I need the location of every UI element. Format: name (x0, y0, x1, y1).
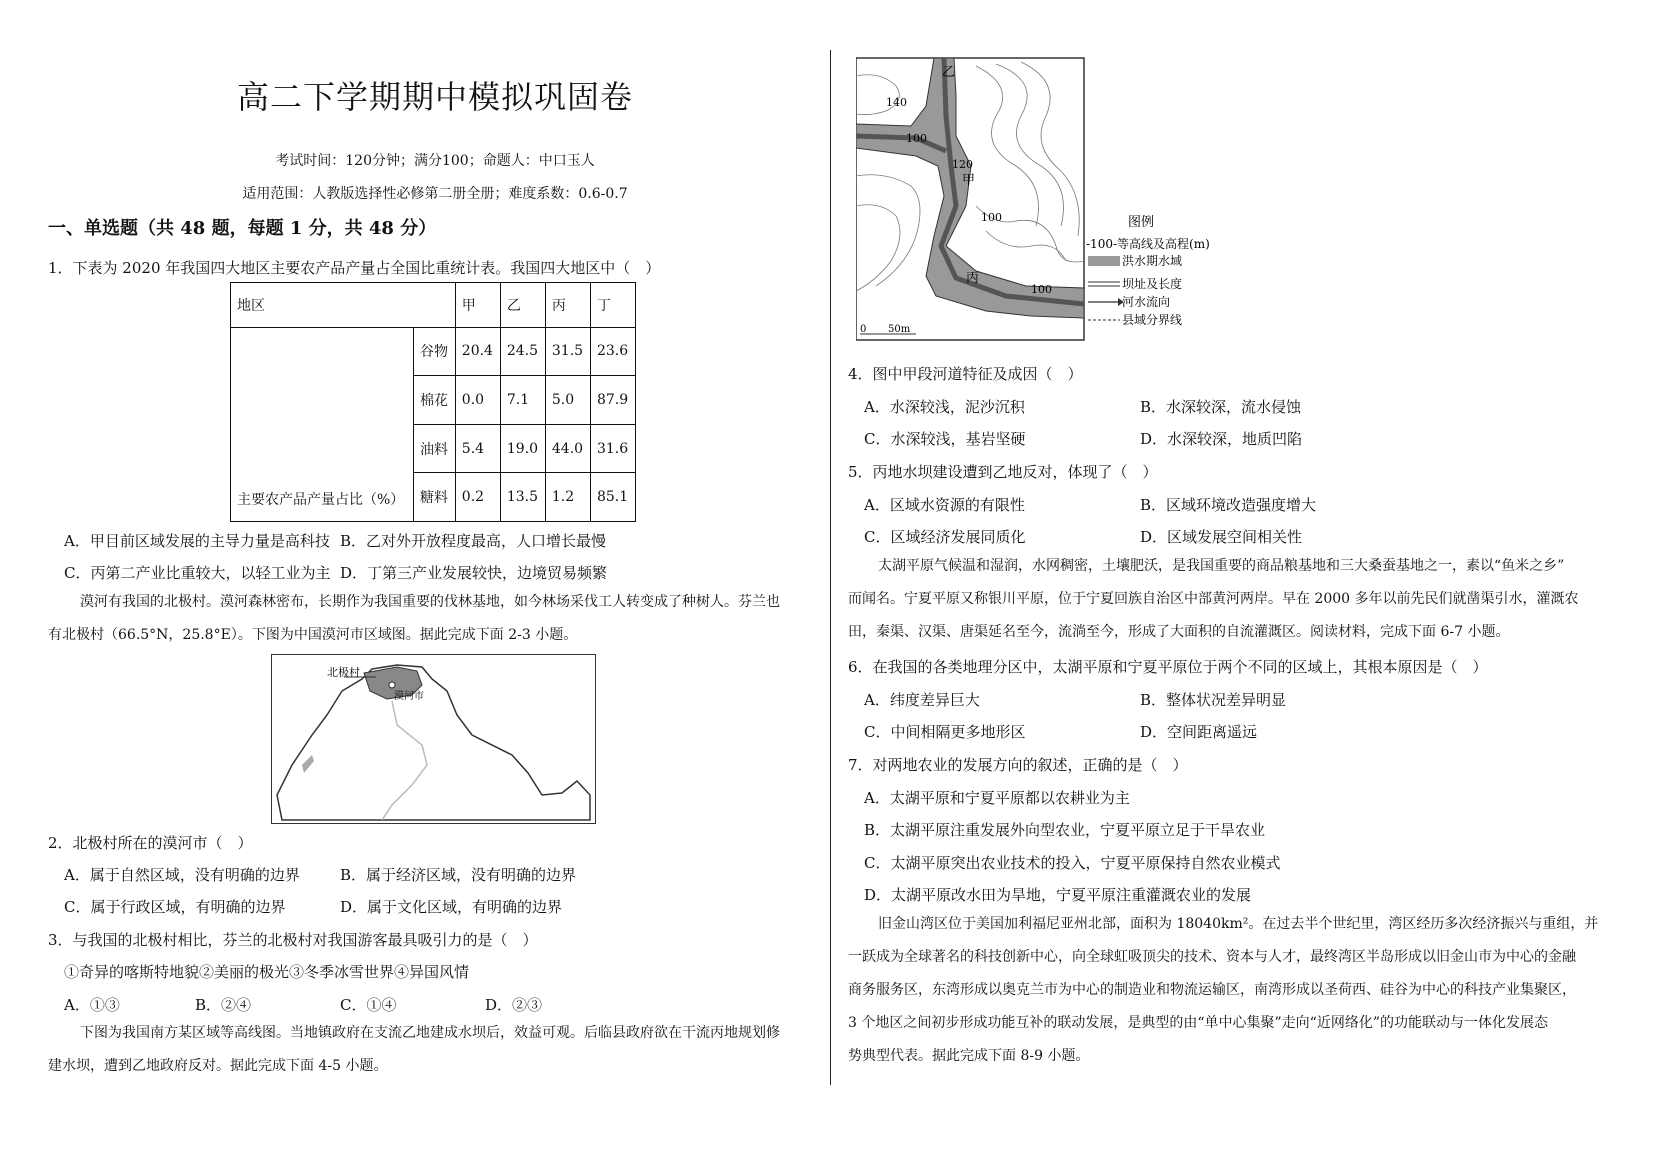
section-title: 一、单选题（共 48 题，每题 1 分，共 48 分） (48, 218, 437, 239)
question-1-stem: 1．下表为 2020 年我国四大地区主要农产品产量占全国比重统计表。我国四大地区中（ ） (48, 259, 661, 277)
q4-option-c[interactable]: C．水深较浅，基岩坚硬 (864, 430, 1026, 448)
q7-option-b[interactable]: B．太湖平原注重发展外向型农业，宁夏平原立足于干旱农业 (864, 821, 1266, 839)
contour-map (856, 56, 1236, 346)
label-yi: 乙 (942, 65, 956, 80)
table-cell: 0.2 (455, 473, 500, 522)
legend-contour: -100-等高线及高程(m) (1086, 237, 1210, 251)
table-cell: 13.5 (500, 473, 545, 522)
contour-label: 100 (981, 211, 1002, 224)
table-header-region: 地区 (231, 283, 456, 328)
contour-label: 140 (886, 96, 907, 109)
q4-option-a[interactable]: A．水深较浅，泥沙沉积 (864, 398, 1025, 416)
table-cell: 19.0 (500, 424, 545, 473)
q6-option-b[interactable]: B．整体状况差异明显 (1140, 691, 1287, 709)
passage-plains-line1: 太湖平原气候温和湿润，水网稠密，土壤肥沃，是我国重要的商品粮基地和三大桑蚕基地之一，素以“鱼米之乡” (878, 558, 1565, 574)
label-bing: 丙 (966, 271, 980, 286)
table-cell: 0.0 (455, 376, 500, 425)
table-cell: 31.5 (545, 327, 590, 376)
question-6-stem: 6．在我国的各类地理分区中，太湖平原和宁夏平原位于两个不同的区域上，其根本原因是（ ） (848, 658, 1488, 676)
table-col-header: 甲 (455, 283, 500, 328)
scale-zero: 0 (860, 324, 867, 335)
passage-plains-line2: 而闻名。宁夏平原又称银川平原，位于宁夏回族自治区中部黄河两岸。早在 2000 多年以前先民们就凿渠引水，灌溉农 (848, 591, 1579, 607)
q2-option-d[interactable]: D．属于文化区域，有明确的边界 (340, 898, 563, 916)
question-5-stem: 5．丙地水坝建设遭到乙地反对，体现了（ ） (848, 463, 1158, 481)
q1-option-d[interactable]: D．丁第三产业发展较快，边境贸易频繁 (340, 564, 608, 582)
table-cell: 85.1 (590, 473, 635, 522)
contour-label: 100 (1031, 283, 1052, 296)
table-row-name: 糖料 (414, 473, 456, 522)
question-7-stem: 7．对两地农业的发展方向的叙述，正确的是（ ） (848, 756, 1188, 774)
contour-label: 120 (952, 158, 973, 171)
q5-option-a[interactable]: A．区域水资源的有限性 (864, 496, 1025, 514)
q1-option-c[interactable]: C．丙第二产业比重较大，以轻工业为主 (64, 564, 331, 582)
table-cell: 24.5 (500, 327, 545, 376)
q7-option-d[interactable]: D．太湖平原改水田为旱地，宁夏平原注重灌溉农业的发展 (864, 886, 1252, 904)
label-beiji-village: 北极村 (327, 666, 360, 679)
legend-title: 图例 (1128, 215, 1155, 230)
label-jia: 甲 (962, 173, 976, 188)
passage-bayarea-line3: 商务服务区，东湾形成以奥克兰市为中心的制造业和物流运输区，南湾形成以圣荷西、硅谷为中心的科技产业集聚区， (848, 982, 1576, 998)
q1-option-a[interactable]: A．甲目前区域发展的主导力量是高科技 (64, 532, 330, 550)
legend-flood: 洪水期水域 (1122, 254, 1183, 268)
passage-bayarea-line4: 3 个地区之间初步形成功能互补的联动发展，是典型的由“单中心集聚”走向“近网络化”的功能联动与一体化发展态 (848, 1015, 1548, 1031)
table-col-header: 丁 (590, 283, 635, 328)
q2-option-b[interactable]: B．属于经济区域，没有明确的边界 (340, 866, 577, 884)
passage-plains-line3: 田，秦渠、汉渠、唐渠延名至今，流淌至今，形成了大面积的自流灌溉区。阅读材料，完成下面 6-7 小题。 (848, 624, 1510, 640)
q6-option-c[interactable]: C．中间相隔更多地形区 (864, 723, 1026, 741)
passage-contour-line1: 下图为我国南方某区域等高线图。当地镇政府在支流乙地建成水坝后，效益可观。后临县政府欲在干流丙地规划修 (80, 1025, 780, 1041)
table-col-header: 乙 (500, 283, 545, 328)
column-divider (830, 50, 831, 1085)
table-row-name: 棉花 (414, 376, 456, 425)
q5-option-d[interactable]: D．区域发展空间相关性 (1140, 528, 1303, 546)
q3-items: ①奇异的喀斯特地貌②美丽的极光③冬季冰雪世界④异国风情 (64, 963, 470, 981)
q5-option-b[interactable]: B．区域环境改造强度增大 (1140, 496, 1317, 514)
table-cell: 23.6 (590, 327, 635, 376)
q5-option-c[interactable]: C．区域经济发展同质化 (864, 528, 1026, 546)
q3-option-c[interactable]: C．①④ (340, 996, 397, 1014)
passage-contour-line2: 建水坝，遭到乙地政府反对。据此完成下面 4-5 小题。 (48, 1058, 388, 1074)
table-cell: 5.4 (455, 424, 500, 473)
table-col-header: 丙 (545, 283, 590, 328)
legend-dam: 坝址及长度 (1122, 277, 1183, 291)
table-cell: 7.1 (500, 376, 545, 425)
passage-bayarea-line2: 一跃成为全球著名的科技创新中心，向全球虹吸顶尖的技术、资本与人才，最终湾区半岛形成以旧金山市为中心的金融 (848, 949, 1576, 965)
q2-option-c[interactable]: C．属于行政区域，有明确的边界 (64, 898, 286, 916)
legend-county: 县域分界线 (1122, 313, 1183, 327)
mohe-city-dot (389, 682, 395, 688)
contour-label: 100 (906, 132, 927, 145)
table-cell: 31.6 (590, 424, 635, 473)
q3-option-a[interactable]: A．①③ (64, 996, 120, 1014)
legend-flow: 河水流向 (1122, 295, 1171, 309)
table-row-label: 主要农产品产量占比（%） (231, 327, 414, 521)
q1-stats-table (230, 282, 636, 522)
table-row-name: 谷物 (414, 327, 456, 376)
passage-bayarea-line5: 势典型代表。据此完成下面 8-9 小题。 (848, 1048, 1090, 1064)
q6-option-a[interactable]: A．纬度差异巨大 (864, 691, 980, 709)
exam-scope-line: 适用范围：人教版选择性必修第二册全册；难度系数：0.6-0.7 (242, 186, 628, 202)
mohe-boundary (277, 665, 590, 820)
table-cell: 5.0 (545, 376, 590, 425)
q7-option-c[interactable]: C．太湖平原突出农业技术的投入，宁夏平原保持自然农业模式 (864, 854, 1281, 872)
table-cell: 20.4 (455, 327, 500, 376)
question-4-stem: 4．图中甲段河道特征及成因（ ） (848, 365, 1083, 383)
q1-option-b[interactable]: B．乙对外开放程度最高，人口增长最慢 (340, 532, 607, 550)
table-cell: 44.0 (545, 424, 590, 473)
scale-50m: 50m (888, 324, 911, 335)
mohe-region-map (271, 654, 596, 824)
q3-option-b[interactable]: B．②④ (195, 996, 252, 1014)
q3-option-d[interactable]: D．②③ (485, 996, 543, 1014)
q2-option-a[interactable]: A．属于自然区域，没有明确的边界 (64, 866, 300, 884)
passage-mohe-line1: 漠河有我国的北极村。漠河森林密布，长期作为我国重要的伐林基地，如今林场采伐工人转变成了种树人。芬兰也 (80, 594, 780, 610)
table-cell: 87.9 (590, 376, 635, 425)
passage-mohe-line2: 有北极村（66.5°N，25.8°E）。下图为中国漠河市区域图。据此完成下面 2-3 小题。 (48, 627, 578, 643)
q4-option-d[interactable]: D．水深较深，地质凹陷 (1140, 430, 1303, 448)
question-3-stem: 3．与我国的北极村相比，芬兰的北极村对我国游客最具吸引力的是（ ） (48, 931, 538, 949)
label-mohe-city: 漠河市 (394, 691, 424, 702)
q6-option-d[interactable]: D．空间距离遥远 (1140, 723, 1258, 741)
table-row-name: 油料 (414, 424, 456, 473)
table-cell: 1.2 (545, 473, 590, 522)
exam-info-line: 考试时间：120分钟；满分100；命题人：中口玉人 (275, 153, 595, 169)
passage-bayarea-line1: 旧金山湾区位于美国加利福尼亚州北部，面积为 18040km²。在过去半个世纪里，湾区经历多次经济振兴与重组，并 (878, 916, 1599, 932)
page-title: 高二下学期期中模拟巩固卷 (236, 78, 633, 116)
legend-flood-swatch (1088, 256, 1120, 266)
question-2-stem: 2．北极村所在的漠河市（ ） (48, 834, 253, 852)
q7-option-a[interactable]: A．太湖平原和宁夏平原都以农耕业为主 (864, 789, 1130, 807)
river-line (382, 701, 427, 820)
q4-option-b[interactable]: B．水深较深，流水侵蚀 (1140, 398, 1302, 416)
lake-shape (302, 755, 314, 773)
